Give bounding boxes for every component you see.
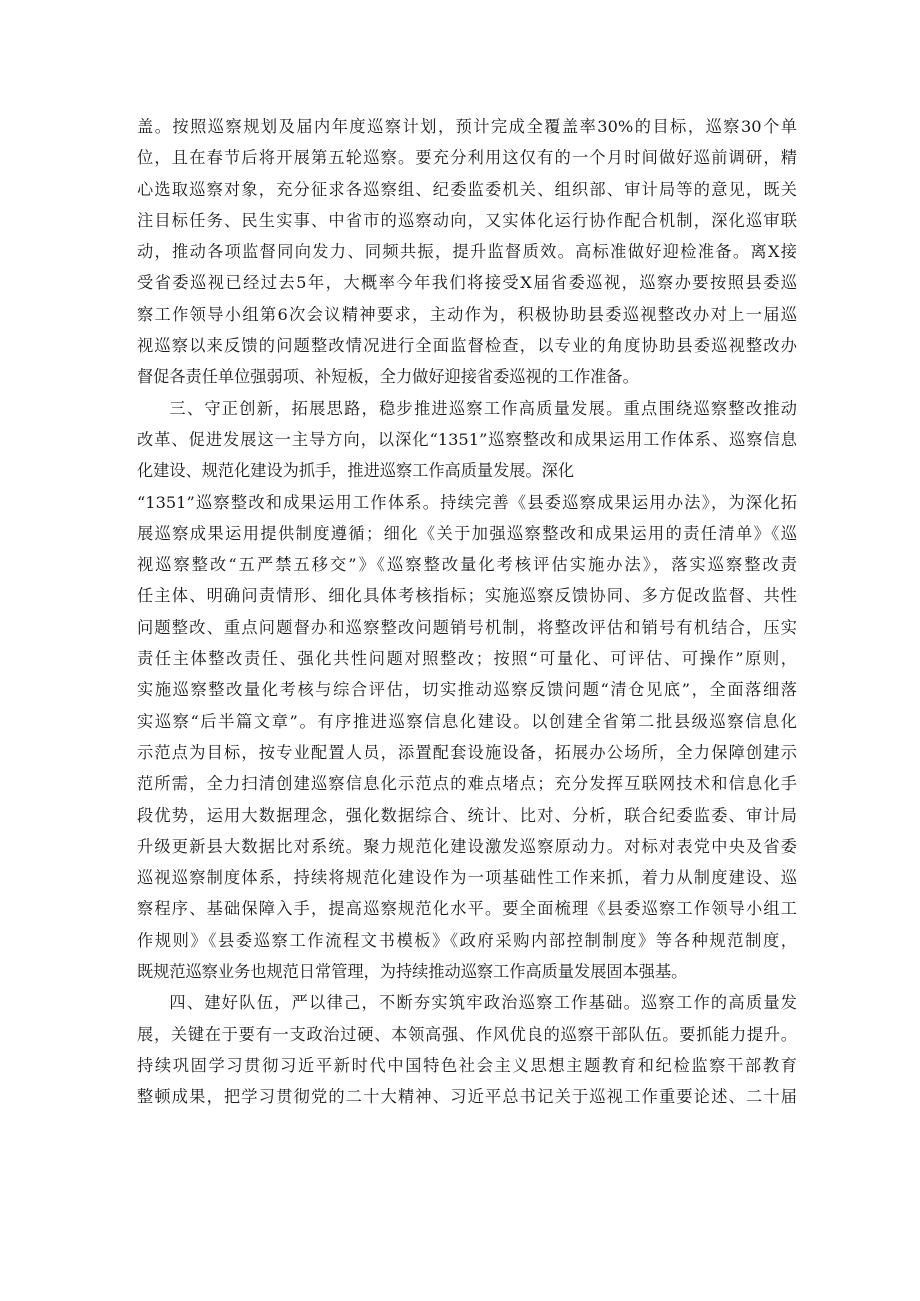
text-line: 动，推动各项监督同向发力、同频共振，提升监督质效。高标准做好迎检准备。离X接 [137,242,797,262]
text-line: 位，且在春节后将开展第五轮巡察。要充分利用这仅有的一个月时间做好巡前调研，精 [137,148,797,168]
text-line: 作规则》《县委巡察工作流程文书模板》《政府采购内部控制制度》等各种规范制度， [137,930,797,950]
text-line: 三、守正创新，拓展思路，稳步推进巡察工作高质量发展。重点围绕巡察整改推动 [169,398,797,418]
text-line: 察程序、基础保障入手，提高巡察规范化水平。要全面梳理《县委巡察工作领导小组工 [137,899,797,919]
text-line: 盖。按照巡察规划及届内年度巡察计划，预计完成全覆盖率30%的目标，巡察30个单 [137,117,797,136]
text-line: 问题整改、重点问题督办和巡察整改问题销号机制，将整改评估和销号有机结合，压实 [137,617,797,637]
text-line: 巡视巡察制度体系，持续将规范化建设作为一项基础性工作来抓，着力从制度建设、巡 [137,868,797,888]
text-line: “1351”巡察整改和成果运用工作体系。持续完善《县委巡察成果运用办法》，为深化拓 [137,492,797,512]
text-line: 察工作领导小组第6次会议精神要求，主动作为，积极协助县委巡视整改办对上一届巡 [137,304,797,324]
document-body [137,111,797,1113]
text-line: 实施巡察整改量化考核与综合评估，切实推动巡察反馈问题“清仓见底”，全面落细落 [137,680,797,700]
text-line: 示范点为目标，按专业配置人员，添置配套设施设备，拓展办公场所，全力保障创建示 [137,742,797,762]
text-line: 任主体、明确问责情形、细化具体考核指标；实施巡察反馈协同、多方促改监督、共性 [137,586,797,606]
text-line: 改革、促进发展这一主导方向，以深化“1351”巡察整改和成果运用工作体系、巡察信息 [137,429,797,449]
text-line: 责任主体整改责任、强化共性问题对照整改；按照“可量化、可评估、可操作”原则， [137,649,797,669]
text-line: 视巡察以来反馈的问题整改情况进行全面监督检查，以专业的角度协助县委巡视整改办 [137,336,797,356]
text-line: 既规范巡察业务也规范日常管理，为持续推动巡察工作高质量发展固本强基。 [137,962,688,982]
text-line: 督促各责任单位强弱项、补短板，全力做好迎接省委巡视的工作准备。 [137,367,639,387]
text-line: 四、建好队伍，严以律己，不断夯实筑牢政治巡察工作基础。巡察工作的高质量发 [169,993,797,1013]
text-line: 展，关键在于要有一支政治过硬、本领高强、作风优良的巡察干部队伍。要抓能力提升。 [137,1024,797,1044]
text-line: 持续巩固学习贯彻习近平新时代中国特色社会主义思想主题教育和纪检监察干部教育 [137,1055,797,1075]
text-line: 整顿成果，把学习贯彻党的二十大精神、习近平总书记关于巡视工作重要论述、二十届 [137,1087,797,1107]
text-line: 范所需，全力扫清创建巡察信息化示范点的难点堵点；充分发挥互联网技术和信息化手 [137,774,797,794]
text-line: 心选取巡察对象，充分征求各巡察组、纪委监委机关、组织部、审计局等的意见，既关 [137,179,797,199]
text-line: 视巡察整改“五严禁五移交”》《巡察整改量化考核评估实施办法》，落实巡察整改责 [137,555,797,575]
text-line: 实巡察“后半篇文章”。有序推进巡察信息化建设。以创建全省第二批县级巡察信息化 [137,711,797,731]
text-line: 升级更新县大数据比对系统。聚力规范化建设激发巡察原动力。对标对表党中央及省委 [137,836,797,856]
text-line: 受省委巡视已经过去5年，大概率今年我们将接受X届省委巡视，巡察办要按照县委巡 [137,273,797,293]
text-line: 展巡察成果运用提供制度遵循；细化《关于加强巡察整改和成果运用的责任清单》《巡 [137,523,797,543]
text-line: 化建设、规范化建设为抓手，推进巡察工作高质量发展。深化 [137,461,575,481]
text-line: 注目标任务、民生实事、中省市的巡察动向，又实体化运行协作配合机制，深化巡审联 [137,210,797,230]
text-line: 段优势，运用大数据理念，强化数据综合、统计、比对、分析，联合纪委监委、审计局 [137,805,797,825]
